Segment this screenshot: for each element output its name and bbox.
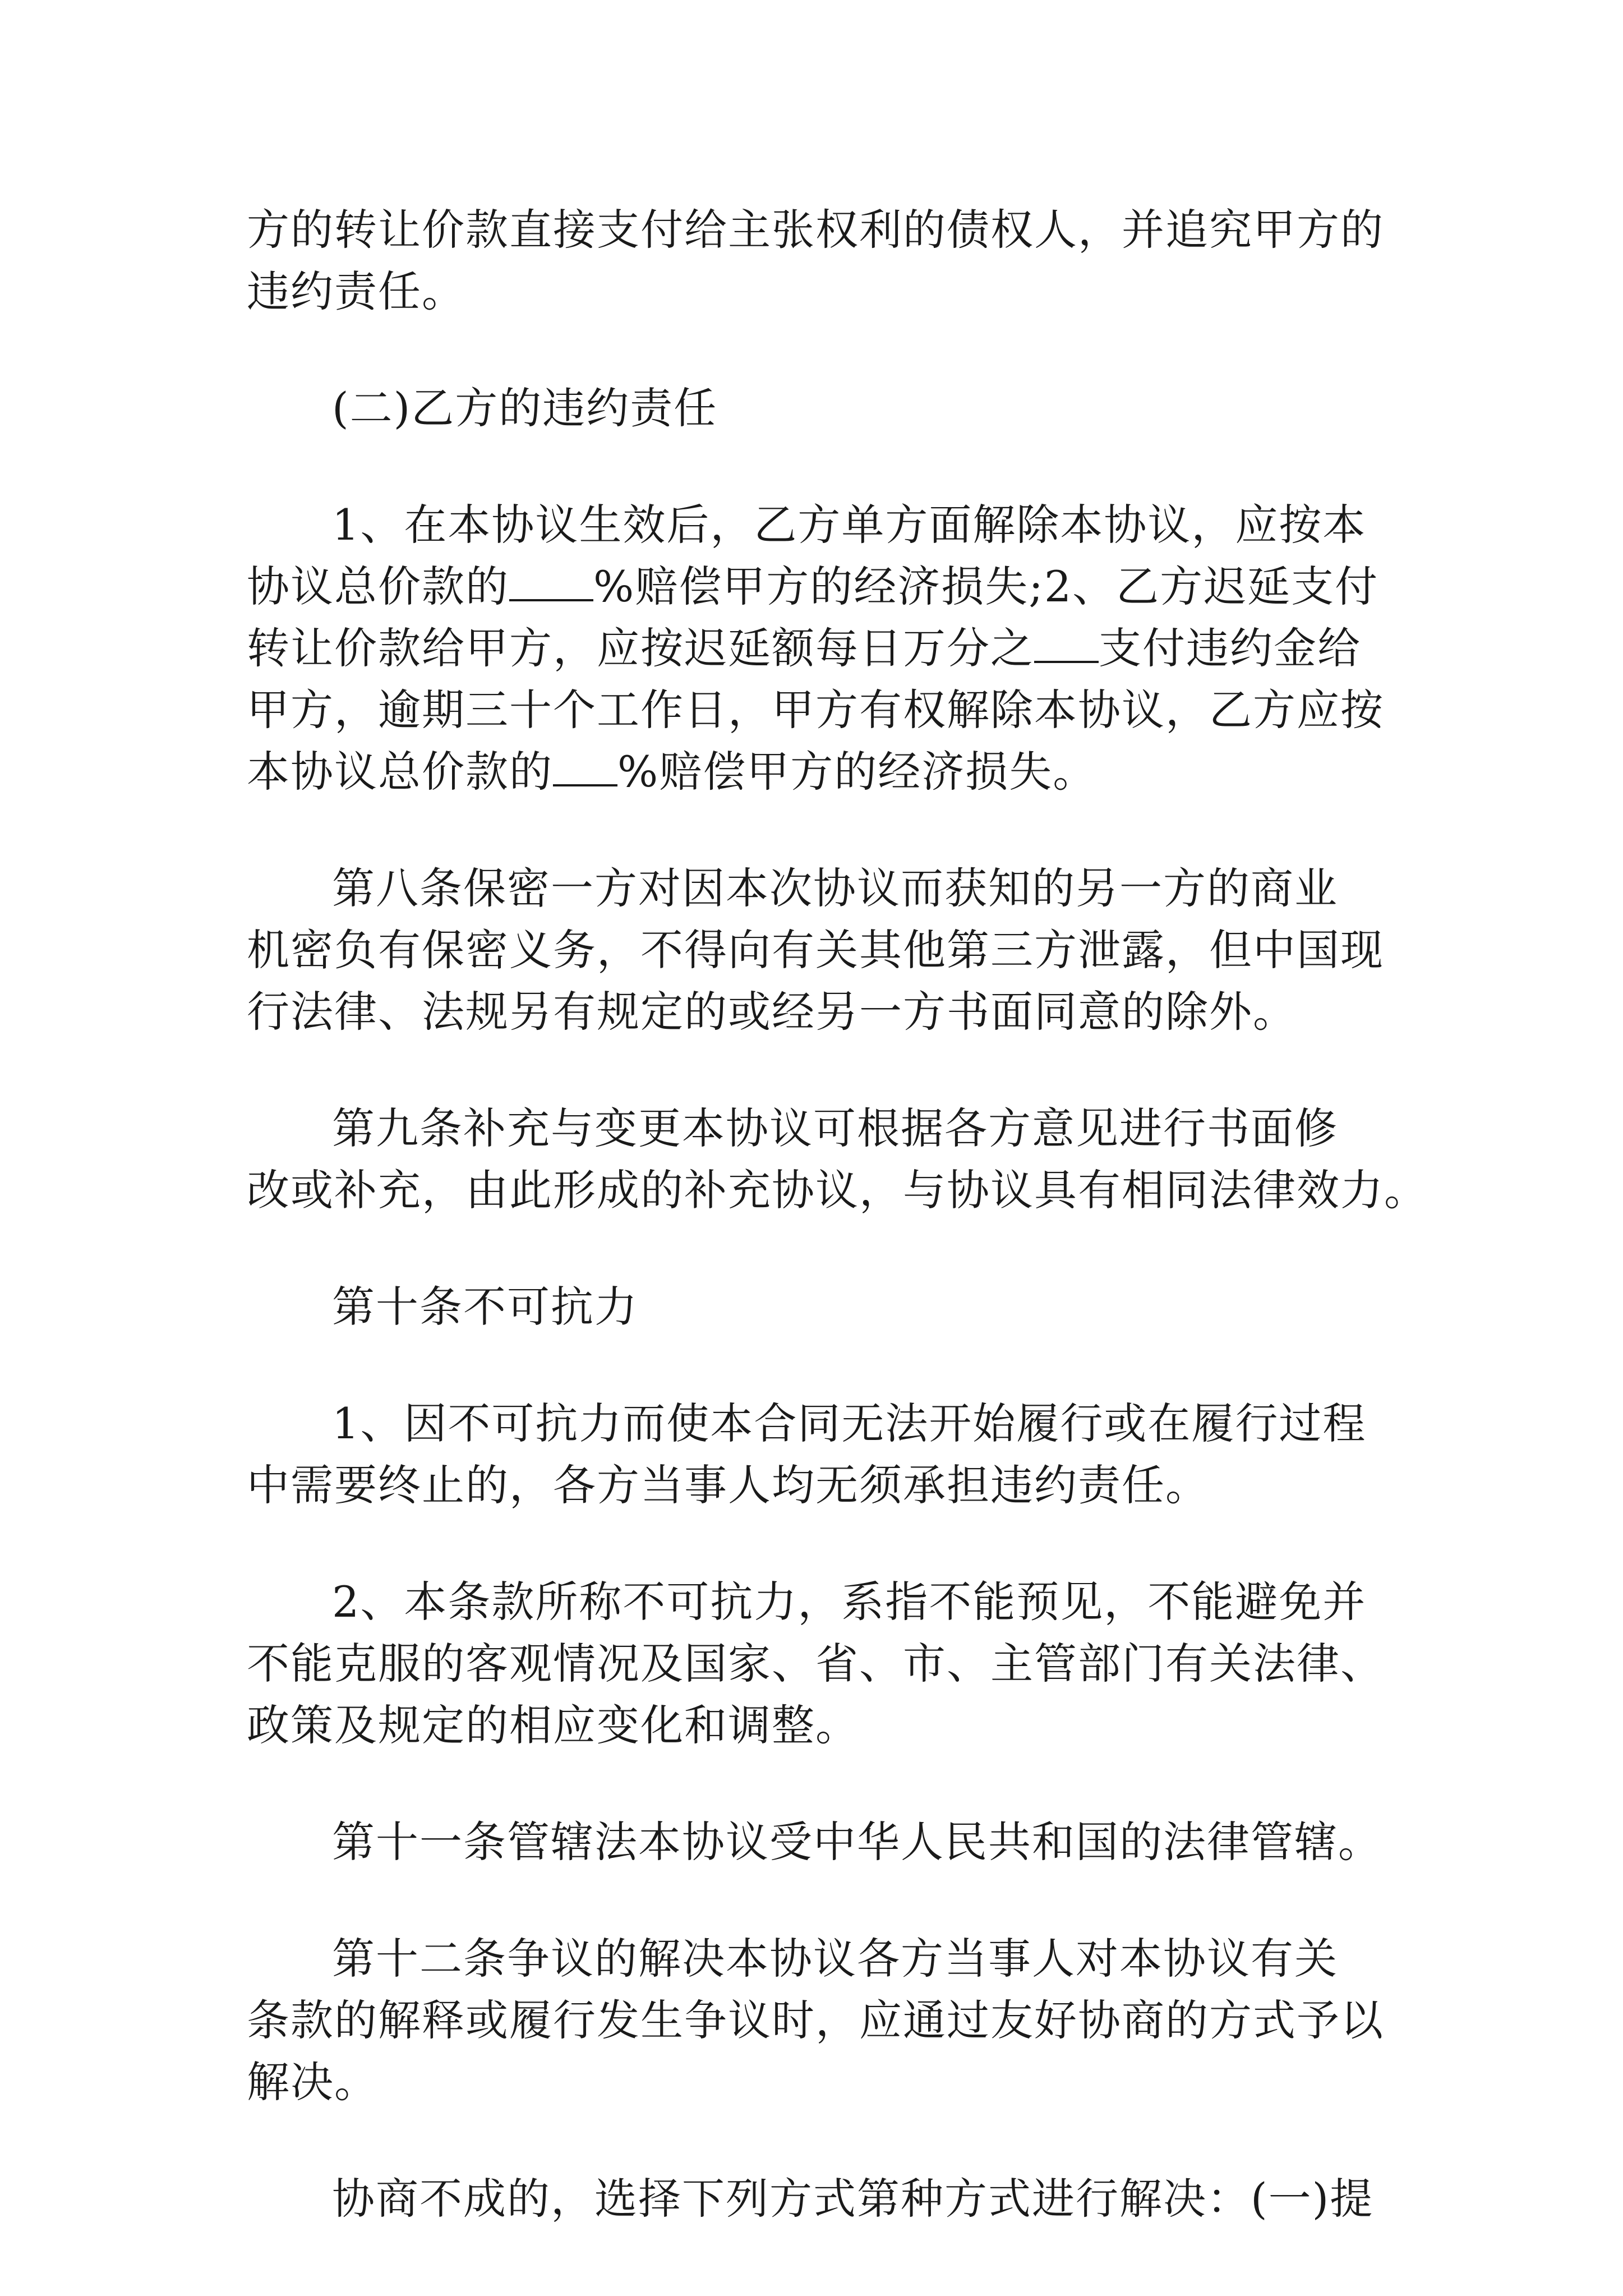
text-line: 第八条保密一方对因本次协议而获知的另一方的商业 — [332, 863, 1338, 913]
text-line — [247, 618, 1380, 679]
text-line: 2、本条款所称不可抗力，系指不能预见，不能避免并 — [332, 1577, 1367, 1627]
text-line: 第十条不可抗力 — [332, 1282, 638, 1332]
text-line: 违约责任。 — [247, 266, 465, 316]
text-line — [247, 556, 1380, 618]
text-line: 1、在本协议生效后，乙方单方面解除本协议，应按本 — [332, 500, 1367, 550]
text-segment: 协议总价款的 — [247, 562, 509, 611]
paragraph-gap — [247, 1756, 1380, 1811]
text-line: 机密负有保密义务，不得向有关其他第三方泄露，但中国现 — [247, 925, 1384, 975]
text-line — [247, 741, 1380, 803]
text-line: 1、因不可抗力而使本合同无法开始履行或在履行过程 — [332, 1398, 1367, 1448]
text-line: 第九条补充与变更本协议可根据各方意见进行书面修 — [332, 1103, 1338, 1153]
paragraph-gap — [247, 1338, 1380, 1393]
document-body — [247, 199, 1428, 2230]
text-line: 方的转让价款直接支付给主张权利的债权人，并追究甲方的 — [247, 205, 1384, 255]
fill-in-blank — [1034, 622, 1099, 663]
paragraph-gap — [247, 1221, 1380, 1276]
text-line: 政策及规定的相应变化和调整。 — [247, 1700, 859, 1750]
text-segment: %赔偿甲方的经济损失;2、乙方迟延支付 — [593, 562, 1379, 611]
paragraph-gap — [247, 1873, 1380, 1928]
text-line: 第十二条争议的解决本协议各方当事人对本协议有关 — [332, 1934, 1338, 1984]
fill-in-blank — [509, 560, 593, 601]
text-segment: %赔偿甲方的经济损失。 — [617, 747, 1097, 797]
text-segment: 支付违约金给 — [1099, 623, 1361, 673]
text-line: 改或补充，由此形成的补充协议，与协议具有相同法律效力。 — [247, 1165, 1428, 1215]
text-line: 第十一条管辖法本协议受中华人民共和国的法律管辖。 — [332, 1817, 1382, 1867]
text-segment: 本协议总价款的 — [247, 747, 553, 797]
text-line: 甲方，逾期三十个工作日，甲方有权解除本协议，乙方应按 — [247, 685, 1384, 735]
text-line: (二)乙方的违约责任 — [332, 383, 718, 433]
paragraph-gap — [247, 803, 1380, 858]
text-line: 不能克服的客观情况及国家、省、市、主管部门有关法律、 — [247, 1639, 1384, 1688]
paragraph-gap — [247, 323, 1380, 378]
text-line: 中需要终止的，各方当事人均无须承担违约责任。 — [247, 1460, 1209, 1510]
paragraph-gap — [247, 1043, 1380, 1098]
text-line: 协商不成的，选择下列方式第种方式进行解决：(一)提 — [332, 2174, 1374, 2224]
text-line: 行法律、法规另有规定的或经另一方书面同意的除外。 — [247, 987, 1297, 1037]
paragraph-gap — [247, 1516, 1380, 1571]
text-segment: 转让价款给甲方，应按迟延额每日万分之 — [247, 623, 1034, 673]
text-line: 条款的解释或履行发生争议时，应通过友好协商的方式予以 — [247, 1995, 1384, 2045]
text-line: 解决。 — [247, 2057, 378, 2107]
paragraph-gap — [247, 2113, 1380, 2168]
paragraph-gap — [247, 439, 1380, 494]
fill-in-blank — [553, 745, 617, 786]
